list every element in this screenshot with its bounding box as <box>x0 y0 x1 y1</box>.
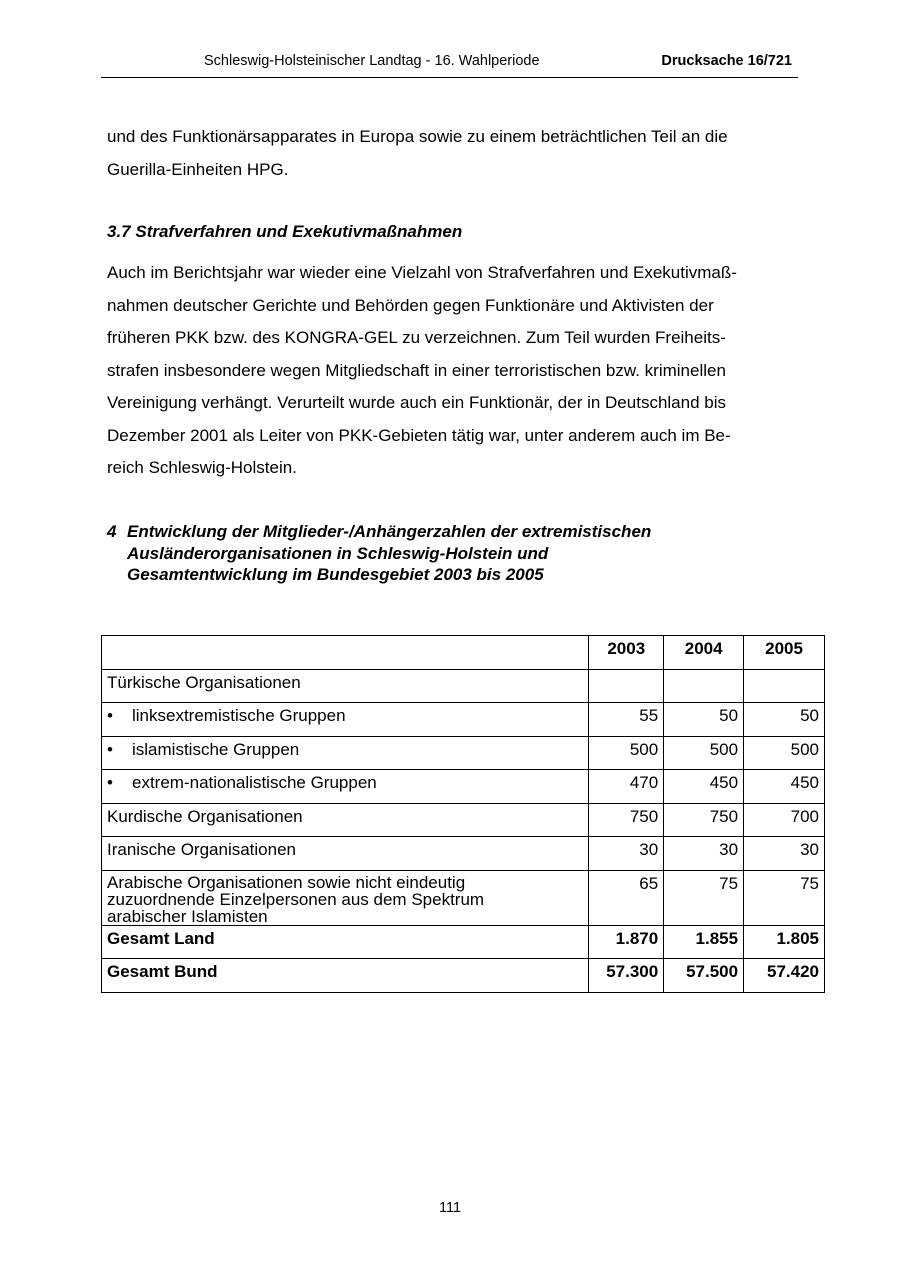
text-line: und des Funktionärsapparates in Europa sowie zu einem beträchtlichen Teil an die <box>107 127 728 146</box>
value-cell <box>664 669 744 703</box>
table-total-row <box>102 959 825 993</box>
row-label: Gesamt Land <box>102 925 589 959</box>
section-title <box>127 521 651 586</box>
row-label: islamistische Gruppen <box>132 739 300 759</box>
bullet: • <box>107 773 113 792</box>
section-3-7-paragraph <box>107 257 797 485</box>
row-label-line: Arabische Organisationen sowie nicht eindeutig <box>107 872 466 892</box>
header-title: Schleswig-Holsteinischer Landtag - 16. Wahlperiode <box>204 53 540 69</box>
row-label-cell <box>102 703 589 737</box>
table-header-row <box>102 636 825 670</box>
heading-line: Entwicklung der Mitglieder-/Anhängerzahlen der extremistischen <box>127 522 652 541</box>
row-label: linksextremistische Gruppen <box>132 706 346 725</box>
table-row <box>102 837 825 871</box>
table-row <box>102 669 825 703</box>
text-line: reich Schleswig-Holstein. <box>107 458 297 477</box>
text-line: Vereinigung verhängt. Verurteilt wurde auch ein Funktionär, der in Deutschland bis <box>107 393 726 412</box>
year-header: 2004 <box>664 636 744 670</box>
value-cell: 750 <box>589 803 664 837</box>
page-header <box>101 52 798 78</box>
value-cell: 470 <box>589 770 664 804</box>
value-cell: 750 <box>664 803 744 837</box>
year-header: 2003 <box>589 636 664 670</box>
text-line: früheren PKK bzw. des KONGRA-GEL zu verzeichnen. Zum Teil wurden Freiheits- <box>107 328 726 347</box>
value-cell: 30 <box>744 837 825 871</box>
value-cell: 1.805 <box>744 925 825 959</box>
text-line: Dezember 2001 als Leiter von PKK-Gebieten tätig war, unter anderem auch im Be- <box>107 425 731 445</box>
value-cell: 30 <box>589 837 664 871</box>
bullet: • <box>107 706 113 725</box>
value-cell <box>744 669 825 703</box>
table-row <box>102 703 825 737</box>
table-row <box>102 736 825 770</box>
text-line: nahmen deutscher Gerichte und Behörden gegen Funktionäre und Aktivisten der <box>107 295 714 315</box>
header-drucksache: Drucksache 16/721 <box>661 53 792 69</box>
row-label: Kurdische Organisationen <box>102 803 589 837</box>
value-cell: 57.420 <box>744 959 825 993</box>
row-label: Gesamt Bund <box>102 959 589 993</box>
value-cell: 75 <box>664 870 744 925</box>
value-cell: 500 <box>664 736 744 770</box>
membership-table <box>101 635 825 993</box>
value-cell: 500 <box>589 736 664 770</box>
value-cell: 30 <box>664 837 744 871</box>
row-label-cell <box>102 736 589 770</box>
table-row <box>102 870 825 925</box>
row-label-cell <box>102 770 589 804</box>
value-cell: 57.300 <box>589 959 664 993</box>
value-cell: 50 <box>744 703 825 737</box>
value-cell: 1.870 <box>589 925 664 959</box>
paragraph-intro <box>107 121 797 186</box>
year-header: 2005 <box>744 636 825 670</box>
value-cell <box>589 669 664 703</box>
value-cell: 75 <box>744 870 825 925</box>
section-number: 4 <box>107 522 117 541</box>
row-label: Türkische Organisationen <box>102 669 589 703</box>
value-cell: 50 <box>664 703 744 737</box>
header-empty-cell <box>102 636 589 670</box>
row-label-line: zuzuordnende Einzelpersonen aus dem Spektrum <box>107 889 485 909</box>
row-label: Iranische Organisationen <box>102 837 589 871</box>
page-number: 111 <box>438 1200 462 1216</box>
value-cell: 700 <box>744 803 825 837</box>
value-cell: 57.500 <box>664 959 744 993</box>
table-row <box>102 770 825 804</box>
value-cell: 65 <box>589 870 664 925</box>
table-row <box>102 803 825 837</box>
value-cell: 450 <box>664 770 744 804</box>
text-line: strafen insbesondere wegen Mitgliedschaft in einer terroristischen bzw. kriminellen <box>107 360 726 380</box>
section-3-7-heading: 3.7 Strafverfahren und Exekutivmaßnahmen <box>107 222 463 241</box>
text-line: Guerilla-Einheiten HPG. <box>107 159 289 179</box>
value-cell: 1.855 <box>664 925 744 959</box>
heading-line: Ausländerorganisationen in Schleswig-Holstein und <box>127 543 549 563</box>
heading-line: Gesamtentwicklung im Bundesgebiet 2003 bis 2005 <box>127 565 544 584</box>
row-label-line: arabischer Islamisten <box>107 906 268 926</box>
value-cell: 450 <box>744 770 825 804</box>
text-line: Auch im Berichtsjahr war wieder eine Vielzahl von Strafverfahren und Exekutivmaß- <box>107 263 737 282</box>
row-label-cell <box>102 870 589 925</box>
bullet: • <box>107 739 113 759</box>
row-label: extrem-nationalistische Gruppen <box>132 773 377 792</box>
value-cell: 500 <box>744 736 825 770</box>
table-total-row <box>102 925 825 959</box>
value-cell: 55 <box>589 703 664 737</box>
